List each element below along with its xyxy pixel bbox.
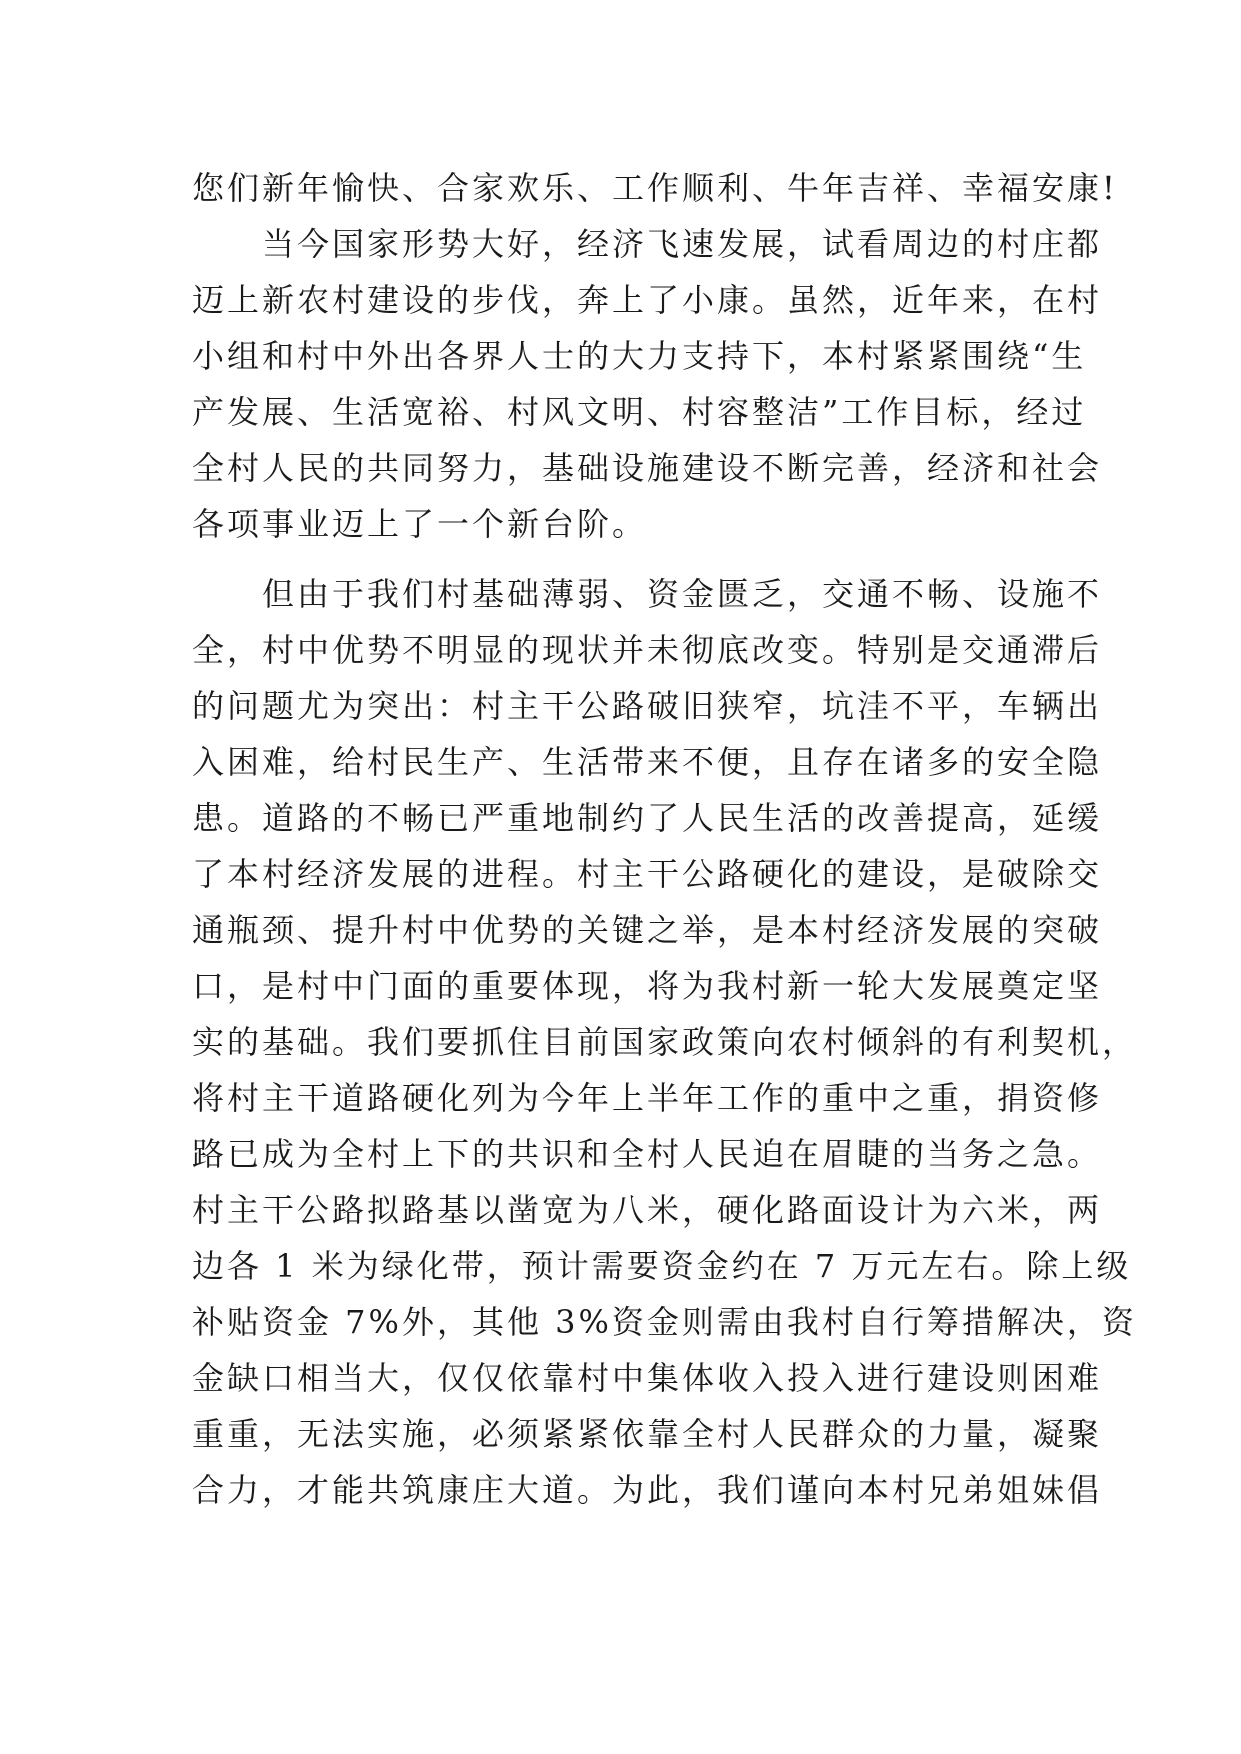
text-line: 路已成为全村上下的共识和全村人民迫在眉睫的当务之急。 [192,1135,1103,1173]
text-line: 补贴资金 7%外，其他 3%资金则需由我村自行筹措解决，资 [192,1303,1137,1341]
text-line: 产发展、生活宽裕、村风文明、村容整洁”工作目标，经过 [192,393,1087,431]
document-body [192,160,1138,1518]
text-line: 但由于我们村基础薄弱、资金匮乏，交通不畅、设施不 [192,575,1103,613]
text-line: 村主干公路拟路基以凿宽为八米，硬化路面设计为六米，两 [192,1191,1103,1229]
text-line: 重重，无法实施，必须紧紧依靠全村人民群众的力量，凝聚 [192,1415,1103,1453]
text-line: 实的基础。我们要抓住目前国家政策向农村倾斜的有利契机， [192,1023,1138,1061]
paragraph-spacer [192,552,1062,566]
text-line: 了本村经济发展的进程。村主干公路硬化的建设，是破除交 [192,855,1103,893]
paragraph-situation [192,216,1103,552]
text-line: 当今国家形势大好，经济飞速发展，试看周边的村庄都 [192,225,1103,263]
text-line: 入困难，给村民生产、生活带来不便，且存在诸多的安全隐 [192,743,1103,781]
text-line: 小组和村中外出各界人士的大力支持下，本村紧紧围绕“生 [192,337,1087,375]
text-line: 全，村中优势不明显的现状并未彻底改变。特别是交通滞后 [192,631,1103,669]
text-line: 合力，才能共筑康庄大道。为此，我们谨向本村兄弟姐妹倡 [192,1471,1103,1509]
text-line: 通瓶颈、提升村中优势的关键之举，是本村经济发展的突破 [192,911,1103,949]
text-line: 的问题尤为突出：村主干公路破旧狭窄，坑洼不平，车辆出 [192,687,1103,725]
text-line: 各项事业迈上了一个新台阶。 [192,505,648,543]
text-line: 口，是村中门面的重要体现，将为我村新一轮大发展奠定坚 [192,967,1103,1005]
text-line: 全村人民的共同努力，基础设施建设不断完善，经济和社会 [192,449,1103,487]
text-line: 边各 1 米为绿化带，预计需要资金约在 7 万元左右。除上级 [192,1247,1132,1285]
paragraph-greeting [192,160,1118,216]
text-line: 金缺口相当大，仅仅依靠村中集体收入投入进行建设则困难 [192,1359,1103,1397]
text-line: 迈上新农村建设的步伐，奔上了小康。虽然，近年来，在村 [192,281,1103,319]
text-line: 将村主干道路硬化列为今年上半年工作的重中之重，捐资修 [192,1079,1103,1117]
text-line: 患。道路的不畅已严重地制约了人民生活的改善提高，延缓 [192,799,1103,837]
paragraph-road-problem [192,566,1138,1518]
text-line: 您们新年愉快、合家欢乐、工作顺利、牛年吉祥、幸福安康! [192,169,1118,207]
